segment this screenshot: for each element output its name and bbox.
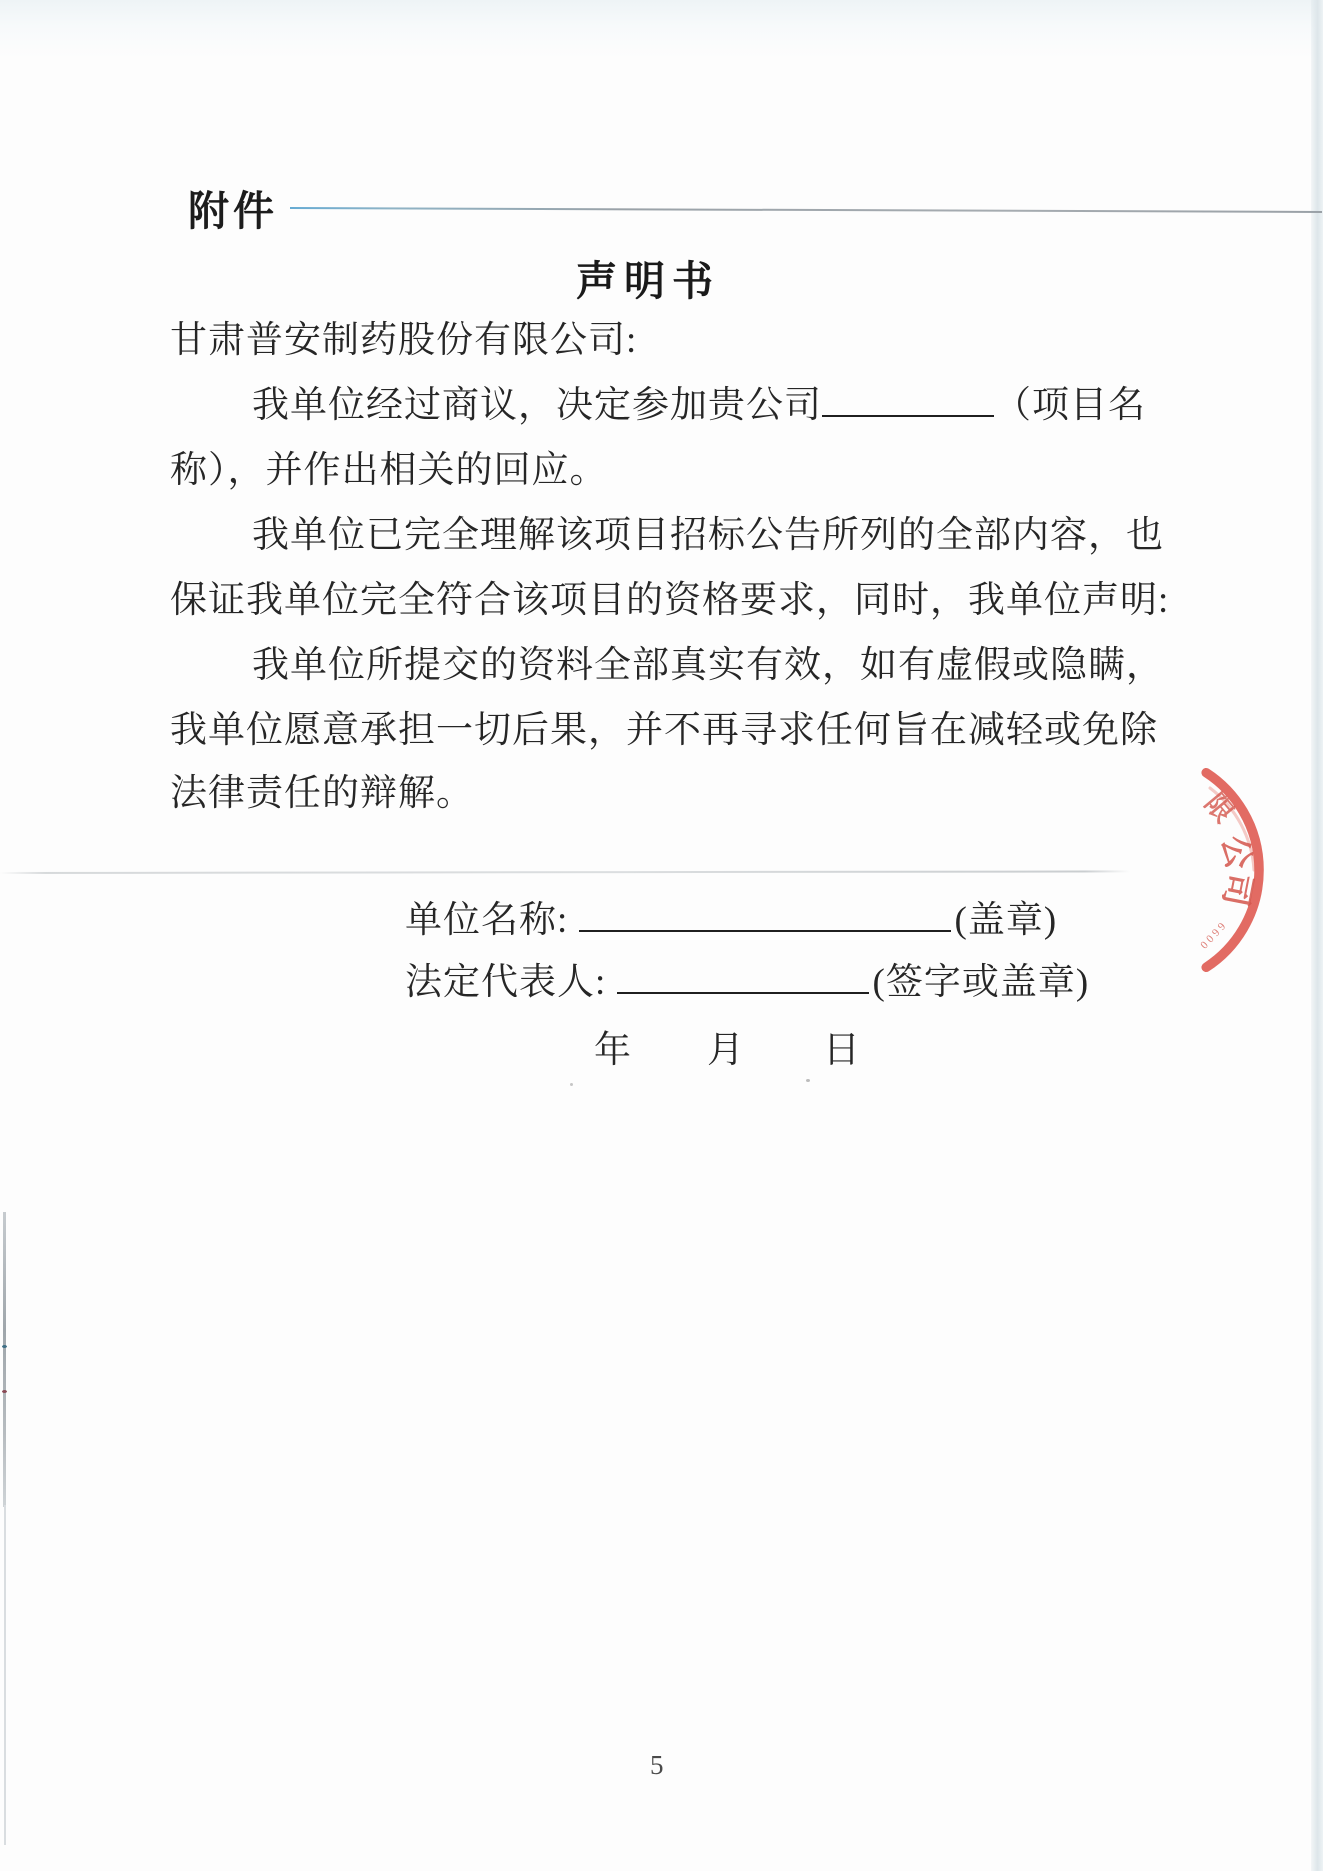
paper-fold-line xyxy=(0,870,1130,874)
para1-line1-post: （项目名 xyxy=(994,385,1146,426)
scan-left-edge-artifact-faint xyxy=(4,1505,6,1845)
date-month-label: 月 xyxy=(707,1030,745,1071)
seal-serial-digits: 6600 xyxy=(1195,919,1228,953)
scan-right-edge-artifact xyxy=(1311,0,1323,1871)
para1-line1 xyxy=(252,383,1146,429)
date-year-label: 年 xyxy=(594,1030,632,1071)
signature-rep-row xyxy=(405,960,1089,1006)
para1-line2: 称），并作出相关的回应。 xyxy=(170,450,608,491)
scan-speck xyxy=(2,1390,7,1393)
scan-left-edge-artifact xyxy=(3,1212,6,1507)
legal-rep-label: 法定代表人: xyxy=(405,962,607,1003)
org-seal-note: (盖章) xyxy=(954,900,1058,941)
rep-sign-note: (签字或盖章) xyxy=(872,962,1090,1003)
company-seal-stamp xyxy=(1180,748,1300,998)
para2-line2: 保证我单位完全符合该项目的资格要求，同时，我单位声明: xyxy=(170,580,1170,621)
attachment-label: 附件 xyxy=(188,188,278,234)
scan-top-edge-artifact xyxy=(0,0,1323,58)
scan-speck xyxy=(806,1079,810,1082)
signature-org-row xyxy=(405,898,1057,944)
seal-char-bottom: 司 xyxy=(1215,869,1258,910)
scan-speck xyxy=(2,1345,7,1348)
para1-line1-pre: 我单位经过商议，决定参加贵公司 xyxy=(252,385,822,426)
para3-line3: 法律责任的辩解。 xyxy=(170,773,474,814)
document-title: 声明书 xyxy=(576,258,720,304)
para2-line1: 我单位已完全理解该项目招标公告所列的全部内容，也 xyxy=(252,515,1164,556)
date-row xyxy=(594,1028,861,1074)
page-number: 5 xyxy=(650,1750,665,1780)
org-name-blank-line xyxy=(579,930,951,932)
scan-speck xyxy=(570,1083,573,1086)
seal-char-mid: 公 xyxy=(1214,832,1257,873)
seal-char-top: 限 xyxy=(1198,788,1240,829)
attachment-rule-line xyxy=(290,207,1322,213)
para3-line1: 我单位所提交的资料全部真实有效，如有虚假或隐瞒， xyxy=(252,645,1164,686)
salutation-line: 甘肃普安制药股份有限公司: xyxy=(170,320,638,361)
project-name-blank-line xyxy=(822,415,994,417)
org-name-label: 单位名称: xyxy=(405,900,569,941)
legal-rep-blank-line xyxy=(617,992,869,994)
para3-line2: 我单位愿意承担一切后果，并不再寻求任何旨在减轻或免除 xyxy=(170,710,1158,751)
date-day-label: 日 xyxy=(823,1030,861,1071)
